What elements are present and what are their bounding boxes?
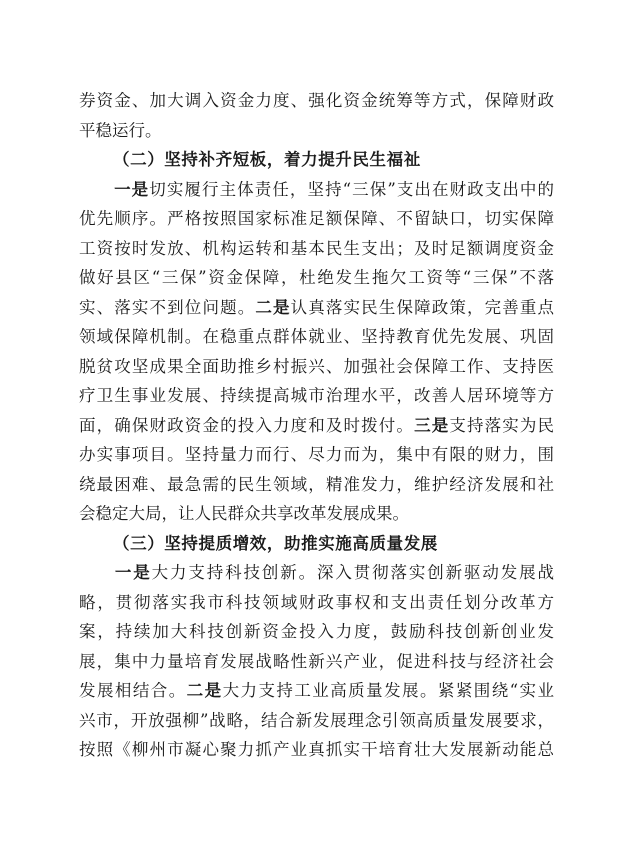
body-line	[79, 647, 554, 677]
body-line	[79, 470, 554, 500]
text-segment: 展，集中力量培育发展战略性新兴产业，促进科技与经济社会	[79, 651, 554, 671]
document-page	[79, 86, 554, 765]
body-line	[79, 234, 554, 264]
body-line	[79, 617, 554, 647]
text-segment: 平稳运行。	[79, 120, 162, 140]
text-segment: 发展相结合。	[79, 681, 187, 700]
text-segment: 大力支持工业高质量发展。紧紧围绕“实业	[222, 681, 554, 700]
body-line	[79, 263, 554, 293]
emphasis-segment: 一是	[113, 179, 150, 199]
body-line	[79, 322, 554, 352]
text-segment: 兴市，开放强柳”战略，结合新发展理念引领高质量发展要求，	[79, 710, 554, 730]
text-segment: 券资金、加大调入资金力度、强化资金统筹等方式，保障财政	[79, 91, 554, 110]
text-segment: 脱贫攻坚成果全面助推乡村振兴、加强社会保障工作、支持医	[79, 356, 554, 376]
text-segment: 略，贯彻落实我市科技领域财政事权和支出责任划分改革方	[79, 592, 554, 612]
heading-text: （三）坚持提质增效，助推实施高质量发展	[113, 533, 438, 553]
body-line	[79, 381, 554, 411]
text-segment: 工资按时发放、机构运转和基本民生支出；及时足额调度资金	[79, 238, 554, 258]
body-line	[79, 86, 554, 116]
emphasis-segment: 一是	[113, 563, 152, 582]
text-segment: 面，确保财政资金的投入力度和及时拨付。	[79, 415, 415, 435]
text-segment: 做好县区“三保”资金保障，杜绝发生拖欠工资等“三保”不落	[79, 268, 554, 287]
body-line	[79, 676, 554, 706]
text-segment: 绕最困难、最急需的民生领域，精准发力，维护经济发展和社	[79, 474, 554, 494]
text-segment: 支持落实为民	[449, 415, 554, 435]
text-segment: 领域保障机制。在稳重点群体就业、坚持教育优先发展、巩固	[79, 327, 554, 346]
text-segment: 实、落实不到位问题。	[79, 297, 256, 317]
body-line	[79, 558, 554, 588]
heading-text: （二）坚持补齐短板，着力提升民生福祉	[113, 150, 421, 169]
body-line	[79, 293, 554, 323]
body-line	[79, 588, 554, 618]
text-segment: 疗卫生事业发展、持续提高城市治理水平，改善人居环境等方	[79, 386, 554, 405]
emphasis-segment: 三是	[414, 415, 450, 435]
text-segment: 案，持续加大科技创新资金投入力度，鼓励科技创新创业发	[79, 622, 554, 641]
emphasis-segment: 二是	[186, 681, 223, 700]
section-heading	[79, 145, 554, 175]
text-segment: 按照《柳州市凝心聚力抓产业真抓实干培育壮大发展新动能总	[79, 740, 554, 759]
text-segment: 切实履行主体责任，坚持“三保”支出在财政支出中的	[149, 179, 554, 199]
body-line	[79, 204, 554, 234]
body-line	[79, 175, 554, 205]
text-segment: 优先顺序。严格按照国家标准足额保障、不留缺口，切实保障	[79, 209, 554, 228]
body-line	[79, 352, 554, 382]
text-segment: 大力支持科技创新。深入贯彻落实创新驱动发展战	[151, 563, 554, 582]
body-line	[79, 706, 554, 736]
body-line	[79, 735, 554, 765]
body-line	[79, 116, 554, 146]
text-segment: 办实事项目。坚持量力而行、尽力而为，集中有限的财力，围	[79, 445, 554, 464]
emphasis-segment: 二是	[255, 297, 291, 317]
body-line	[79, 499, 554, 529]
section-heading	[79, 529, 554, 559]
text-segment: 会稳定大局，让人民群众共享改革发展成果。	[79, 504, 409, 523]
body-line	[79, 440, 554, 470]
body-line	[79, 411, 554, 441]
text-segment: 认真落实民生保障政策，完善重点	[290, 297, 554, 317]
